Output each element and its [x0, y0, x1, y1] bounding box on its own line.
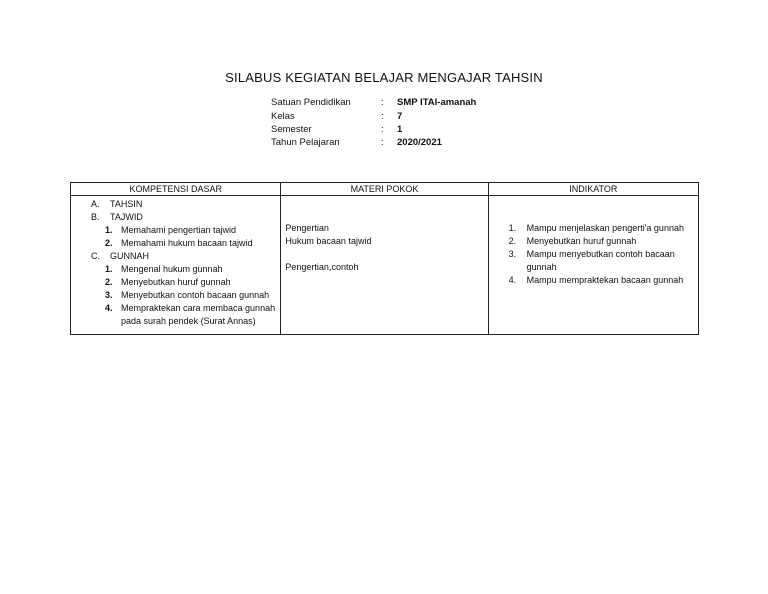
- materi-item: Pengertian: [285, 223, 329, 233]
- list-item: [71, 276, 276, 289]
- list-marker: 1.: [508, 223, 517, 233]
- list-item: [71, 224, 276, 237]
- list-marker: B.: [91, 212, 100, 222]
- meta-value: 7: [397, 110, 403, 122]
- meta-row-semester: [271, 123, 476, 136]
- meta-value: SMP ITAI-amanah: [397, 97, 477, 109]
- list-text: Memahami pengertian tajwid: [121, 225, 237, 235]
- indikator-cell: [488, 196, 698, 335]
- list-marker: C.: [91, 251, 100, 261]
- indikator-item: [509, 248, 694, 274]
- list-text: Menyebutkan huruf gunnah: [526, 236, 637, 246]
- list-marker: 3.: [508, 249, 517, 259]
- meta-colon: :: [381, 110, 384, 122]
- list-item-b: [71, 211, 276, 224]
- list-text: Menyebutkan contoh bacaan gunnah: [121, 290, 270, 300]
- list-marker: 1.: [105, 264, 113, 274]
- meta-label: Satuan Pendidikan: [271, 97, 351, 109]
- meta-colon: :: [381, 123, 384, 135]
- meta-colon: :: [381, 137, 384, 149]
- list-item-c: [71, 250, 276, 263]
- list-text: GUNNAH: [110, 251, 150, 261]
- materi-item: Pengertian,contoh: [285, 262, 359, 272]
- meta-row-kelas: [271, 109, 476, 122]
- meta-label: Tahun Pelajaran: [271, 137, 340, 149]
- list-item: [71, 263, 276, 276]
- indikator-item: [509, 274, 694, 287]
- identity-block: [271, 96, 476, 150]
- list-text: TAHSIN: [110, 199, 143, 209]
- list-marker: 2.: [105, 238, 113, 248]
- list-item-a: [71, 198, 276, 211]
- meta-colon: :: [381, 97, 384, 109]
- list-text: Mampu menyebutkan contoh bacaan gunnah: [526, 249, 675, 272]
- list-item: [71, 302, 276, 328]
- header-indikator: INDIKATOR: [488, 183, 698, 196]
- table-header-row: [71, 183, 699, 196]
- meta-value: 2020/2021: [397, 137, 442, 149]
- list-text: Mengenal hukum gunnah: [121, 264, 223, 274]
- indikator-item: [509, 222, 694, 235]
- syllabus-table: [70, 182, 699, 335]
- document-title: SILABUS KEGIATAN BELAJAR MENGAJAR TAHSIN: [225, 70, 543, 85]
- materi-item: Hukum bacaan tajwid: [285, 236, 372, 246]
- list-marker: 2.: [105, 277, 113, 287]
- meta-label: Kelas: [271, 110, 295, 122]
- materi-cell: [281, 196, 488, 335]
- kompetensi-cell: [71, 196, 281, 335]
- list-marker: 4.: [508, 275, 517, 285]
- list-text: Mampu mempraktekan bacaan gunnah: [526, 275, 684, 285]
- list-marker: 3.: [105, 290, 113, 300]
- meta-row-tahun: [271, 136, 476, 149]
- header-materi: MATERI POKOK: [281, 183, 488, 196]
- list-marker: 1.: [105, 225, 113, 235]
- list-text: Mempraktekan cara membaca gunnah pada surah pendek (Surat Annas): [121, 303, 276, 326]
- list-marker: A.: [91, 199, 100, 209]
- list-text: TAJWID: [110, 212, 143, 222]
- meta-row-satuan: [271, 96, 476, 109]
- list-marker: 2.: [508, 236, 517, 246]
- header-kompetensi: KOMPETENSI DASAR: [71, 183, 281, 196]
- indikator-item: [509, 235, 694, 248]
- list-text: Memahami hukum bacaan tajwid: [121, 238, 253, 248]
- list-item: [71, 289, 276, 302]
- list-text: Menyebutkan huruf gunnah: [121, 277, 231, 287]
- table-row: [71, 196, 699, 335]
- list-text: Mampu menjelaskan pengerti'a gunnah: [526, 223, 684, 233]
- meta-label: Semester: [271, 123, 312, 135]
- meta-value: 1: [397, 123, 403, 135]
- list-marker: 4.: [105, 303, 113, 313]
- list-item: [71, 237, 276, 250]
